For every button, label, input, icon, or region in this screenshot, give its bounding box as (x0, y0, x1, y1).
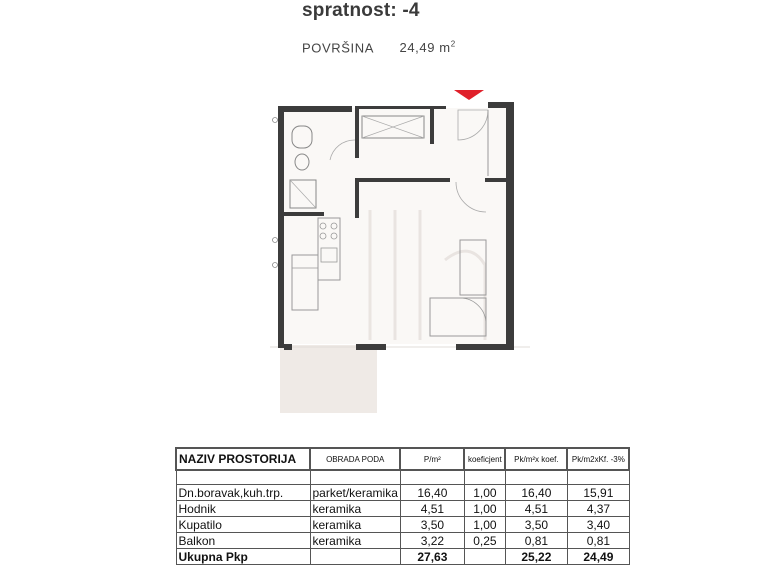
table-header-row (176, 448, 629, 470)
cell-room: Dn.boravak,kuh.trp. (176, 485, 310, 501)
cell-finish: keramika (310, 517, 400, 533)
cell-area-coef: 0,81 (505, 533, 567, 549)
cell-room: Hodnik (176, 501, 310, 517)
cell-area-coef: 4,51 (505, 501, 567, 517)
table-row (176, 501, 629, 517)
cell-finish: parket/keramika (310, 485, 400, 501)
cell-finish: keramika (310, 533, 400, 549)
header-area-reduced: Pk/m2xKf. -3% (567, 448, 629, 470)
cell-area-reduced: 0,81 (567, 533, 629, 549)
cell-room: Balkon (176, 533, 310, 549)
header-area-coef: Pk/m²x koef. (505, 448, 567, 470)
cell-coef: 0,25 (464, 533, 505, 549)
cell-coef: 1,00 (464, 485, 505, 501)
total-area: 27,63 (400, 549, 464, 565)
area-value: 24,49 $m^2$ (399, 40, 456, 56)
header-coefficient: koeficjent (464, 448, 505, 470)
cell-area-coef: 16,40 (505, 485, 567, 501)
total-empty (310, 549, 400, 565)
balcony-area (280, 345, 377, 413)
total-area-coef: 25,22 (505, 549, 567, 565)
floor-level-title: spratnost: -4 (302, 0, 420, 21)
cell-finish: keramika (310, 501, 400, 517)
cell-area-coef: 3,50 (505, 517, 567, 533)
header-floor-finish: OBRADA PODA (310, 448, 400, 470)
cell-coef: 1,00 (464, 501, 505, 517)
total-area-reduced: 24,49 (567, 549, 629, 565)
entry-marker (454, 90, 484, 100)
floor-plan (270, 80, 530, 420)
cell-area: 4,51 (400, 501, 464, 517)
cell-coef: 1,00 (464, 517, 505, 533)
table-row (176, 485, 629, 501)
total-label: Ukupna Pkp (176, 549, 310, 565)
total-empty (464, 549, 505, 565)
cell-area: 16,40 (400, 485, 464, 501)
table-row (176, 517, 629, 533)
header-room-name: NAZIV PROSTORIJA (176, 448, 310, 470)
table-row (176, 533, 629, 549)
cell-area: 3,50 (400, 517, 464, 533)
cell-room: Kupatilo (176, 517, 310, 533)
area-label: POVRŠINA (302, 40, 374, 56)
rooms-table (175, 447, 630, 565)
area-summary (302, 40, 456, 55)
header-area: P/m² (400, 448, 464, 470)
table-total-row (176, 549, 629, 565)
cell-area-reduced: 15,91 (567, 485, 629, 501)
cell-area: 3,22 (400, 533, 464, 549)
cell-area-reduced: 3,40 (567, 517, 629, 533)
cell-area-reduced: 4,37 (567, 501, 629, 517)
